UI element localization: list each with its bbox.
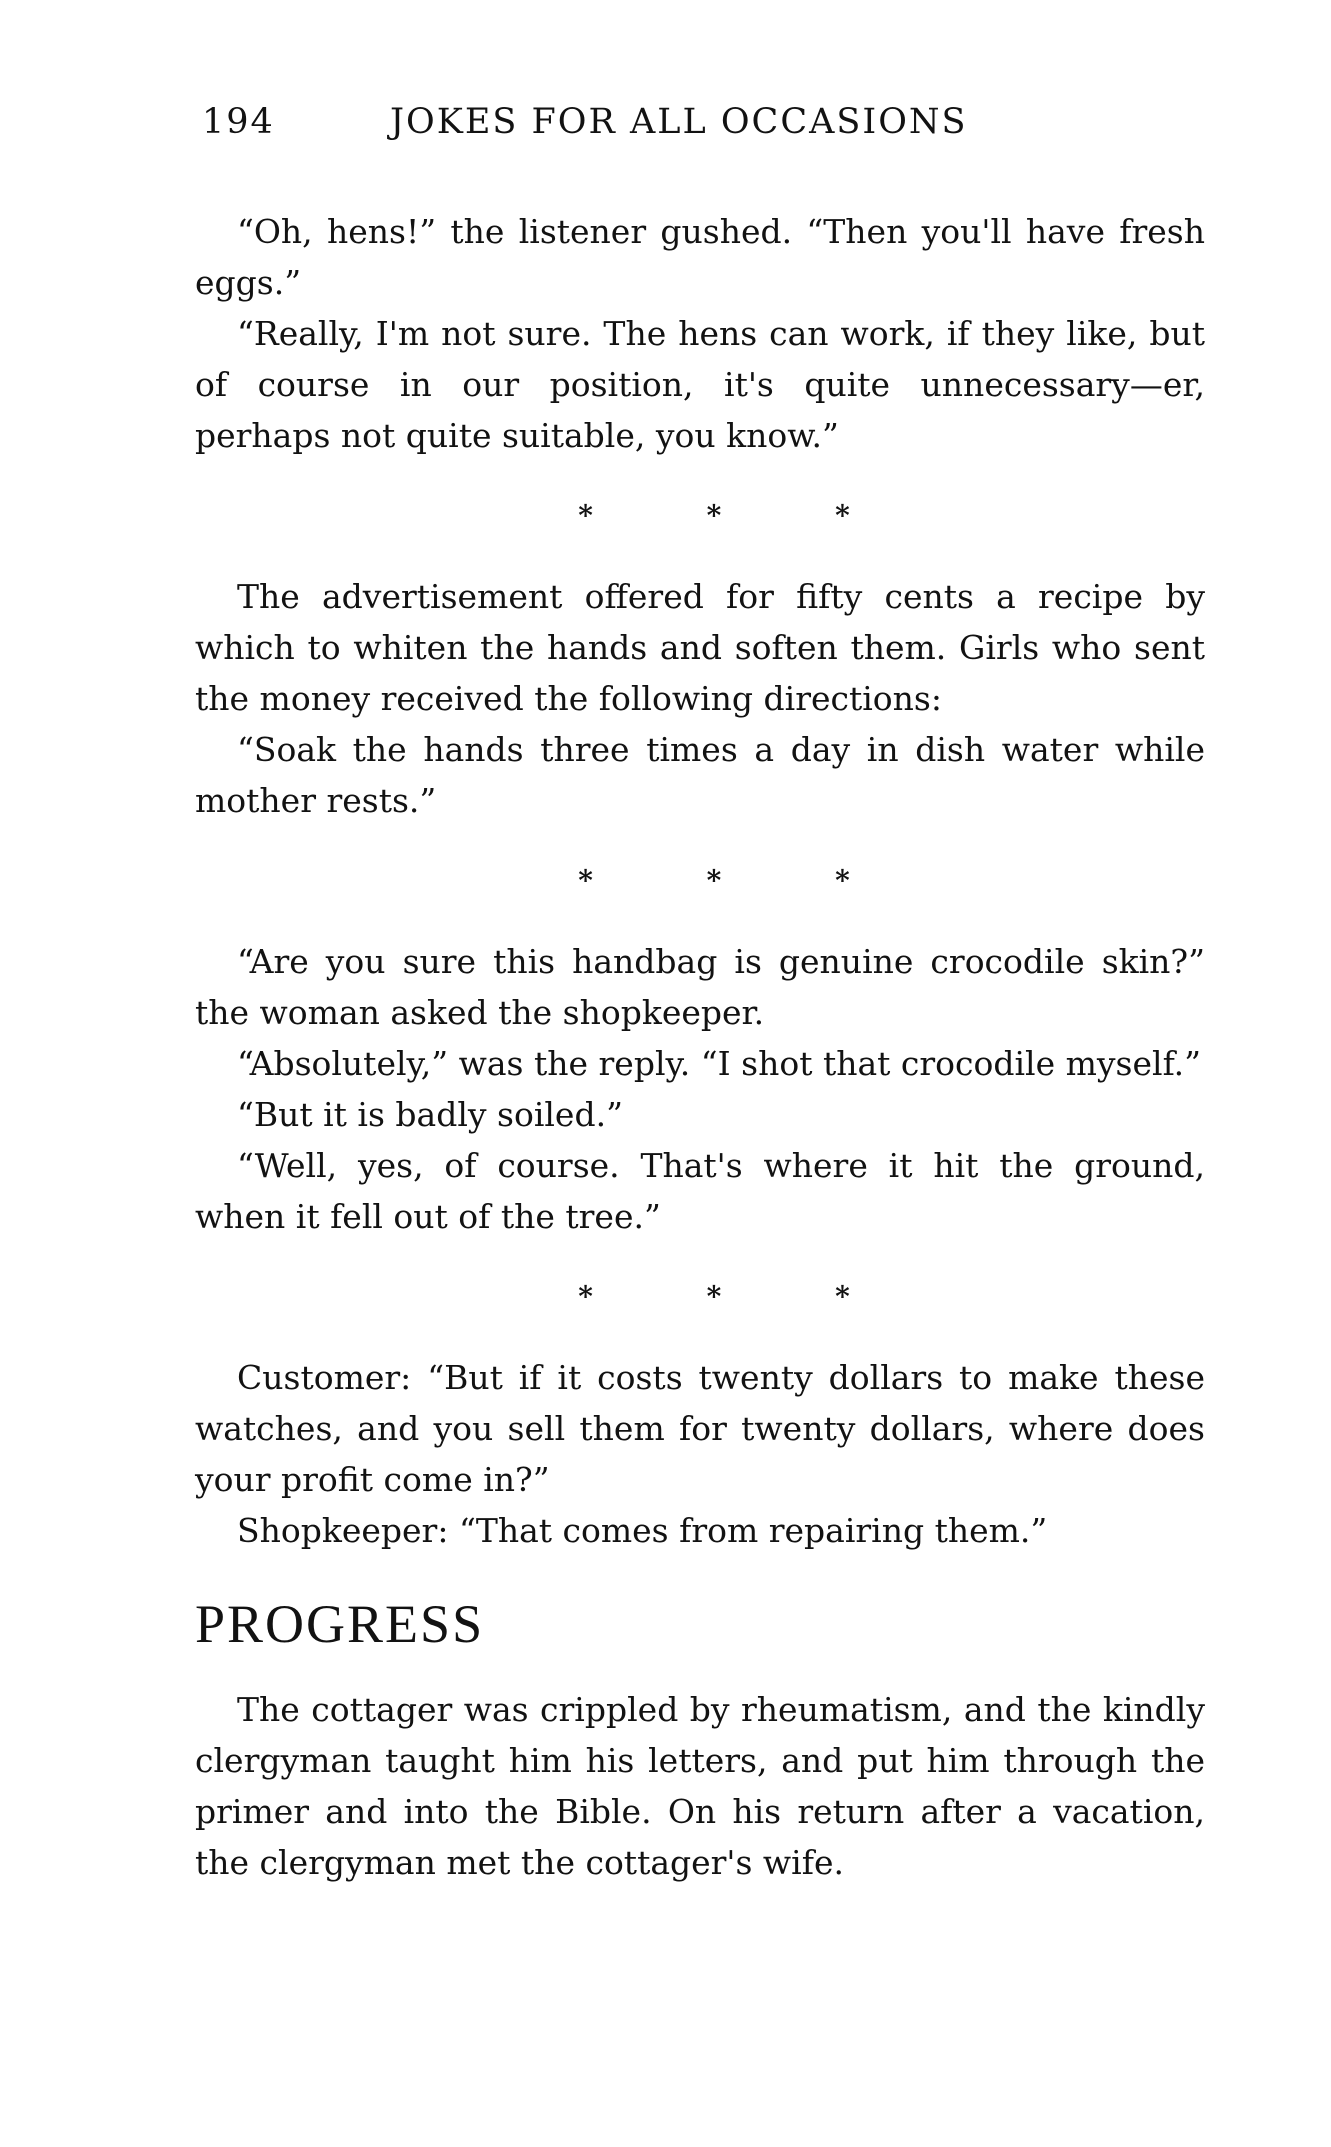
page-number: 194 [202, 102, 275, 142]
paragraph: Shopkeeper: “That comes from repairing them.” [237, 1511, 1048, 1550]
paragraph: “Absolutely,” was the reply. “I shot that crocodile myself.” [237, 1044, 1201, 1083]
section-heading: PROGRESS [195, 1594, 485, 1654]
paragraph: Customer: “But if it costs twenty dollars to make these watches, and you sell them for twenty dollars, where does your profit come in?” [195, 1358, 1205, 1499]
page-content [195, 206, 1205, 1888]
section-separator: * * * [578, 864, 902, 897]
paragraph: “Well, yes, of course. That's where it hit the ground, when it fell out of the tree.” [195, 1146, 1205, 1236]
paragraph: “Really, I'm not sure. The hens can work, if they like, but of course in our position, it's quite unnecessary—er, perhaps not quite suitable, you know.” [195, 314, 1205, 455]
paragraph: “Oh, hens!” the listener gushed. “Then you'll have fresh eggs.” [195, 212, 1205, 302]
paragraph: “Are you sure this handbag is genuine crocodile skin?” the woman asked the shopkeeper. [195, 942, 1205, 1032]
paragraph: The advertisement offered for fifty cents a recipe by which to whiten the hands and soften them. Girls who sent the money received the following directions: [195, 577, 1205, 718]
section-separator: * * * [578, 499, 902, 532]
section-separator: * * * [578, 1280, 902, 1313]
book-title: JOKES FOR ALL OCCASIONS [390, 102, 968, 142]
running-head [195, 102, 1205, 152]
paragraph: The cottager was crippled by rheumatism, and the kindly clergyman taught him his letters, and put him through the primer and into the Bible. On his return after a vacation, the clergyman met the cottager's wife. [195, 1690, 1205, 1882]
paragraph: “But it is badly soiled.” [237, 1095, 623, 1134]
paragraph: “Soak the hands three times a day in dish water while mother rests.” [195, 730, 1205, 820]
